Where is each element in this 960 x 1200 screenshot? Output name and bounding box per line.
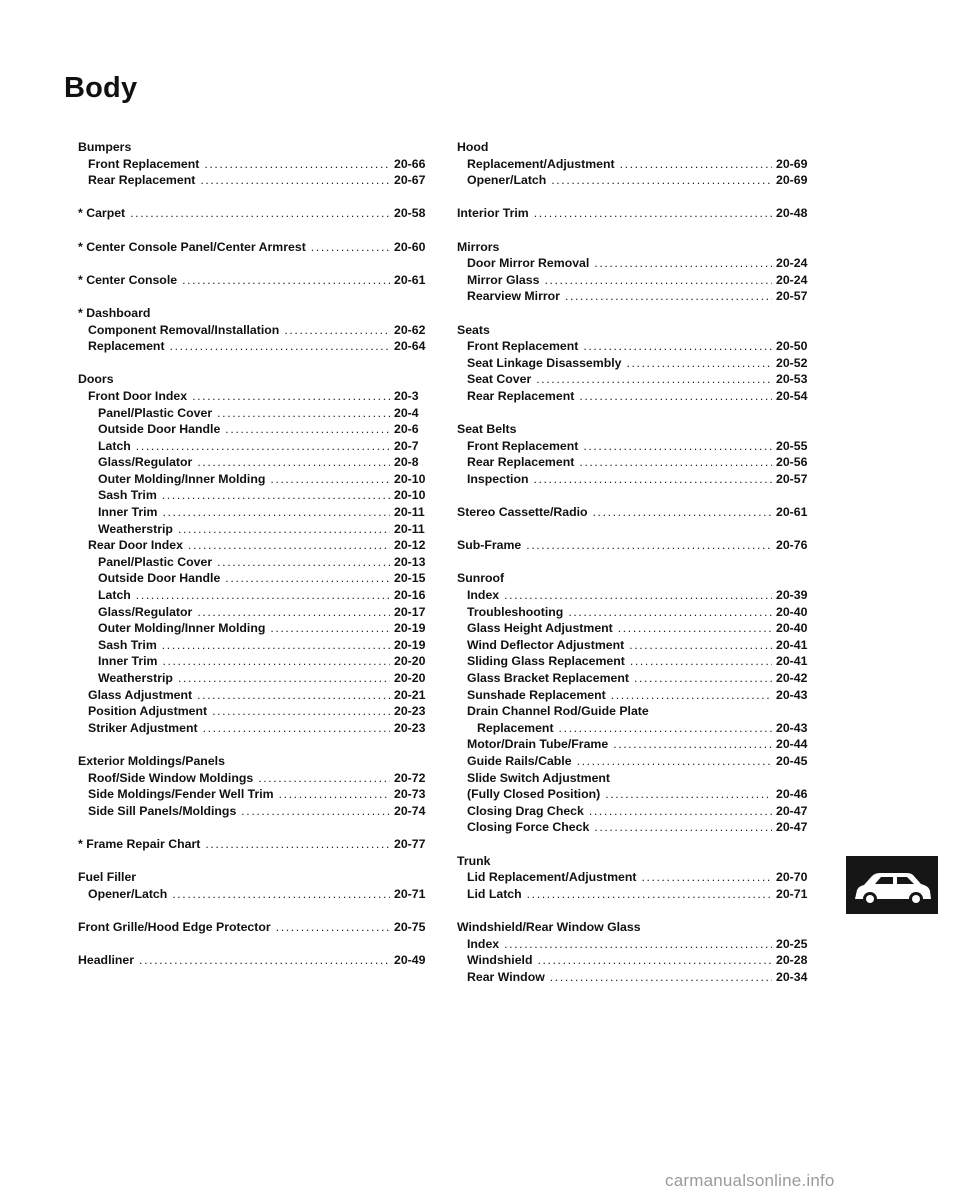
- toc-entry[interactable]: Guide Rails/Cable ..... 20-45: [457, 753, 812, 770]
- toc-entry[interactable]: Troubleshooting ..... 20-40: [457, 604, 812, 621]
- toc-entry[interactable]: Rear Replacement ..... 20-67: [78, 172, 430, 189]
- section-header-bumpers: Bumpers: [78, 140, 132, 154]
- toc-entry[interactable]: Inner Trim ..... 20-20: [78, 653, 430, 670]
- subsection-header-drain-channel: Drain Channel Rod/Guide Plate: [467, 704, 649, 719]
- toc-entry[interactable]: Sunshade Replacement ..... 20-43: [457, 687, 812, 704]
- section-tab-badge: [846, 856, 938, 914]
- toc-entry[interactable]: Rear Replacement ..... 20-56: [457, 454, 812, 471]
- toc-entry[interactable]: Motor/Drain Tube/Frame ..... 20-44: [457, 736, 812, 753]
- toc-entry[interactable]: Latch ..... 20-16: [78, 587, 430, 604]
- toc-entry[interactable]: Windshield ..... 20-28: [457, 952, 812, 969]
- toc-entry[interactable]: Inspection ..... 20-57: [457, 471, 812, 488]
- toc-entry[interactable]: Outside Door Handle ..... 20-15: [78, 570, 430, 587]
- toc-entry[interactable]: Weatherstrip ..... 20-11: [78, 521, 430, 538]
- toc-entry[interactable]: Front Replacement ..... 20-50: [457, 338, 812, 355]
- section-header-trunk: Trunk: [457, 853, 491, 868]
- toc-entry[interactable]: Glass/Regulator ..... 20-8: [78, 454, 430, 471]
- toc-entry-frame-repair[interactable]: * Frame Repair Chart ..... 20-77: [78, 836, 430, 853]
- toc-entry[interactable]: Glass Bracket Replacement ..... 20-42: [457, 670, 812, 687]
- toc-entry-center-console[interactable]: * Center Console ..... 20-61: [78, 272, 430, 289]
- watermark-footer[interactable]: carmanualsonline.info: [665, 1171, 835, 1190]
- toc-entry[interactable]: Sash Trim ..... 20-19: [78, 637, 430, 654]
- toc-entry[interactable]: Index ..... 20-25: [457, 936, 812, 953]
- toc-entry[interactable]: Panel/Plastic Cover ..... 20-4: [78, 405, 430, 422]
- toc-entry[interactable]: Front Replacement ..... 20-66: [78, 156, 430, 173]
- toc-entry[interactable]: Mirror Glass ..... 20-24: [457, 272, 812, 289]
- toc-entry[interactable]: Rear Replacement ..... 20-54: [457, 388, 812, 405]
- toc-entry[interactable]: Index ..... 20-39: [457, 587, 812, 604]
- toc-entry[interactable]: Replacement ..... 20-43: [457, 720, 812, 737]
- toc-entry-interior-trim[interactable]: Interior Trim ..... 20-48: [457, 205, 812, 222]
- toc-entry[interactable]: Closing Force Check ..... 20-47: [457, 819, 812, 836]
- toc-entry[interactable]: Sash Trim ..... 20-10: [78, 487, 430, 504]
- toc-entry[interactable]: Front Door Index ..... 20-3: [78, 388, 430, 405]
- toc-entry[interactable]: Seat Cover ..... 20-53: [457, 371, 812, 388]
- toc-entry[interactable]: Seat Linkage Disassembly ..... 20-52: [457, 355, 812, 372]
- toc-entry[interactable]: Glass Adjustment ..... 20-21: [78, 687, 430, 704]
- section-header-seats: Seats: [457, 322, 490, 337]
- toc-entry[interactable]: Sliding Glass Replacement ..... 20-41: [457, 653, 812, 670]
- toc-entry[interactable]: Opener/Latch ..... 20-69: [457, 172, 812, 189]
- toc-entry-carpet[interactable]: * Carpet ..... 20-58: [78, 205, 430, 222]
- toc-entry[interactable]: Replacement/Adjustment ..... 20-69: [457, 156, 812, 173]
- toc-entry[interactable]: Side Moldings/Fender Well Trim ..... 20-73: [78, 786, 430, 803]
- toc-entry[interactable]: Outside Door Handle ..... 20-6: [78, 421, 430, 438]
- toc-entry[interactable]: Lid Replacement/Adjustment ..... 20-70: [457, 869, 812, 886]
- toc-entry[interactable]: Rear Door Index ..... 20-12: [78, 537, 430, 554]
- toc-entry[interactable]: Latch ..... 20-7: [78, 438, 430, 455]
- toc-entry[interactable]: Rearview Mirror ..... 20-57: [457, 288, 812, 305]
- toc-entry[interactable]: Roof/Side Window Moldings ..... 20-72: [78, 770, 430, 787]
- toc-entry[interactable]: Door Mirror Removal ..... 20-24: [457, 255, 812, 272]
- toc-entry-stereo[interactable]: Stereo Cassette/Radio ..... 20-61: [457, 504, 812, 521]
- toc-entry[interactable]: Rear Window ..... 20-34: [457, 969, 812, 986]
- toc-entry[interactable]: Outer Molding/Inner Molding ..... 20-19: [78, 620, 430, 637]
- toc-entry[interactable]: Replacement ..... 20-64: [78, 338, 430, 355]
- toc-entry[interactable]: Side Sill Panels/Moldings ..... 20-74: [78, 803, 430, 820]
- toc-entry[interactable]: Glass Height Adjustment ..... 20-40: [457, 620, 812, 637]
- toc-entry[interactable]: Glass/Regulator ..... 20-17: [78, 604, 430, 621]
- toc-right-column: [457, 139, 812, 985]
- toc-entry[interactable]: Striker Adjustment ..... 20-23: [78, 720, 430, 737]
- toc-entry[interactable]: Outer Molding/Inner Molding ..... 20-10: [78, 471, 430, 488]
- section-header-sunroof: Sunroof: [457, 571, 505, 586]
- toc-entry[interactable]: Wind Deflector Adjustment ..... 20-41: [457, 637, 812, 654]
- toc-entry[interactable]: Weatherstrip ..... 20-20: [78, 670, 430, 687]
- section-header-doors: Doors: [78, 372, 114, 387]
- page-title: Body: [64, 72, 138, 104]
- toc-entry[interactable]: Front Replacement ..... 20-55: [457, 438, 812, 455]
- section-header-windshield: Windshield/Rear Window Glass: [457, 919, 641, 934]
- subsection-header-slide-switch: Slide Switch Adjustment: [467, 770, 611, 785]
- toc-entry-center-console-panel[interactable]: * Center Console Panel/Center Armrest ..... 20-60: [78, 239, 430, 256]
- section-header-mirrors: Mirrors: [457, 239, 500, 254]
- section-header-hood: Hood: [457, 140, 489, 154]
- toc-entry[interactable]: Closing Drag Check ..... 20-47: [457, 803, 812, 820]
- section-header-fuel-filler: Fuel Filler: [78, 870, 137, 885]
- toc-entry-front-grille[interactable]: Front Grille/Hood Edge Protector ..... 20-75: [78, 919, 430, 936]
- toc-entry[interactable]: Position Adjustment ..... 20-23: [78, 703, 430, 720]
- section-header-seat-belts: Seat Belts: [457, 422, 517, 437]
- toc-entry[interactable]: Opener/Latch ..... 20-71: [78, 886, 430, 903]
- toc-entry[interactable]: Panel/Plastic Cover ..... 20-13: [78, 554, 430, 571]
- car-body-icon: [846, 856, 938, 914]
- toc-entry[interactable]: (Fully Closed Position) ..... 20-46: [457, 786, 812, 803]
- toc-entry-sub-frame[interactable]: Sub-Frame ..... 20-76: [457, 537, 812, 554]
- toc-entry[interactable]: Component Removal/Installation ..... 20-62: [78, 322, 430, 339]
- toc-left-column: [78, 139, 430, 969]
- toc-entry[interactable]: Inner Trim ..... 20-11: [78, 504, 430, 521]
- section-header-exterior: Exterior Moldings/Panels: [78, 753, 225, 768]
- section-header-dashboard: * Dashboard: [78, 305, 151, 320]
- toc-entry-headliner[interactable]: Headliner ..... 20-49: [78, 952, 430, 969]
- toc-entry[interactable]: Lid Latch ..... 20-71: [457, 886, 812, 903]
